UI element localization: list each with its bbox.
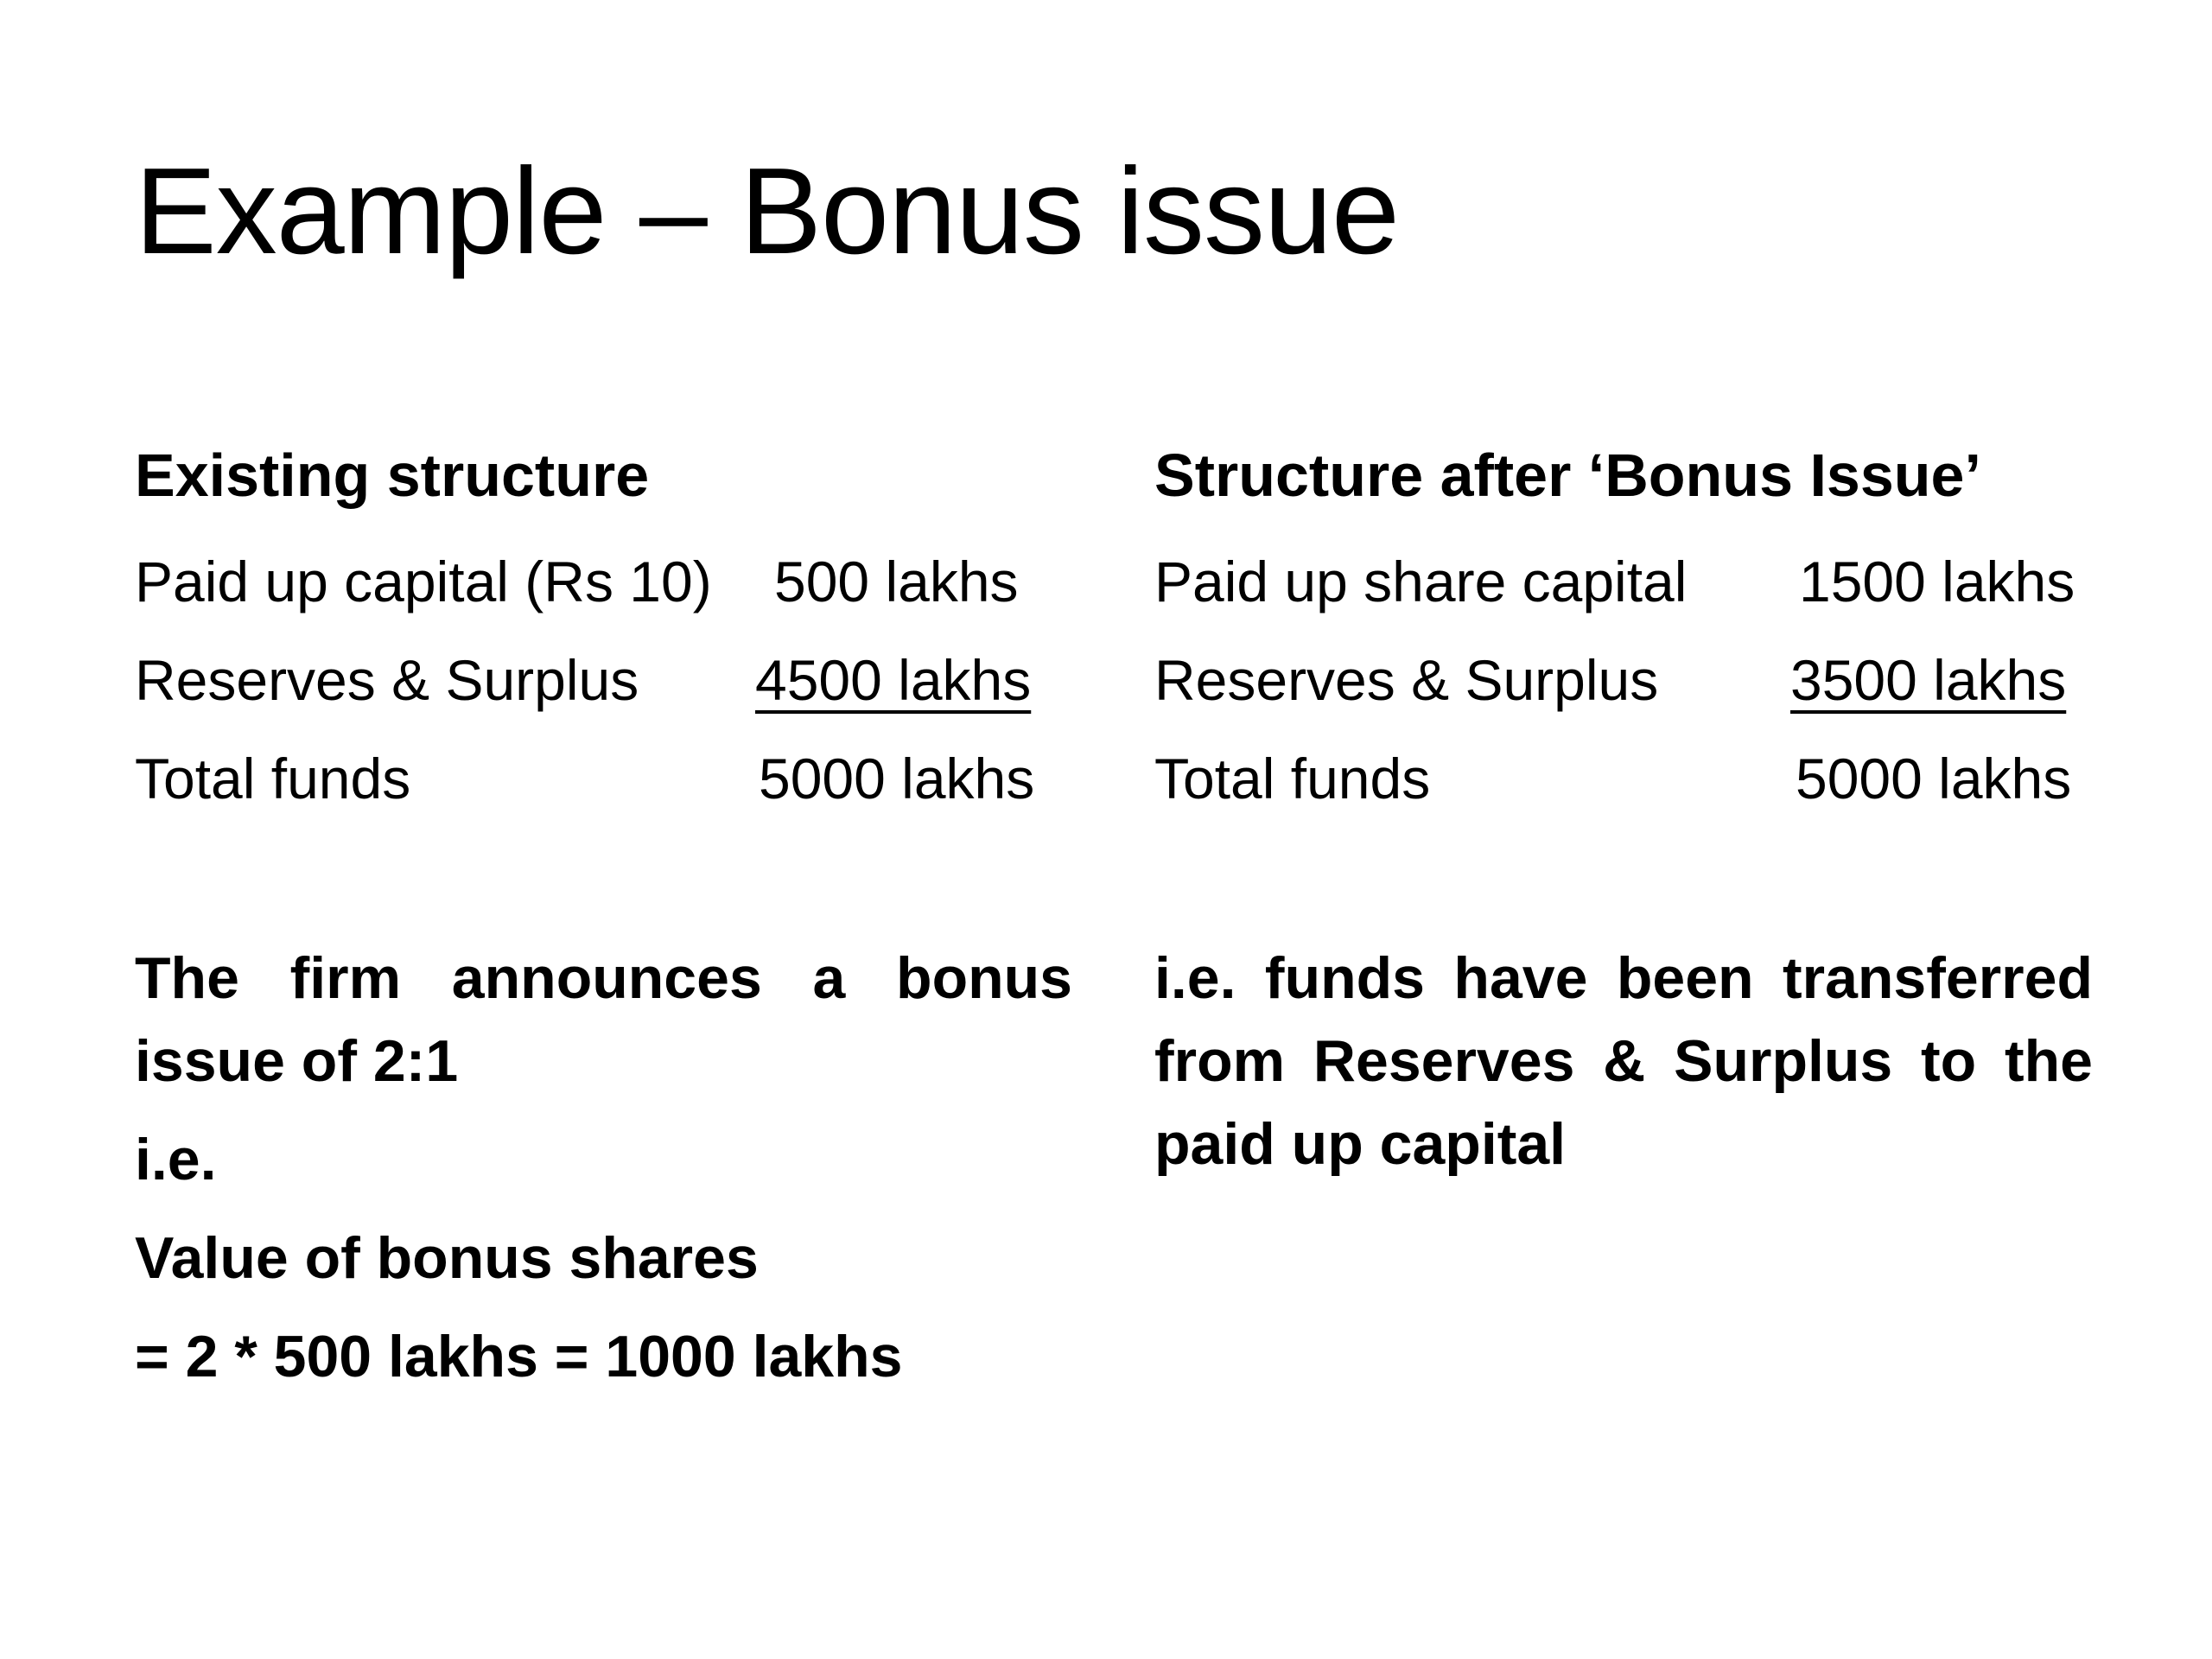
table-row	[135, 631, 1072, 729]
existing-structure-table	[135, 532, 1072, 828]
row-value: 5000 lakhs	[759, 747, 1035, 810]
row-value: 500 lakhs	[774, 550, 1019, 613]
transfer-explanation: i.e. funds have been transferred from Reserves & Surplus to the paid up capital	[1154, 945, 2093, 1177]
row-label: Total funds	[135, 747, 411, 810]
row-label: Paid up capital (Rs 10)	[135, 550, 712, 613]
row-label: Reserves & Surplus	[135, 648, 639, 712]
after-bonus-heading: Structure after ‘Bonus Issue’	[1154, 442, 1981, 509]
existing-structure-section	[135, 432, 1072, 1398]
slide-title: Example – Bonus issue	[135, 143, 1399, 280]
table-row	[1154, 729, 2093, 828]
row-label: Reserves & Surplus	[1154, 648, 1659, 712]
row-value: 1500 lakhs	[1799, 550, 2075, 613]
row-value: 5000 lakhs	[1796, 747, 2072, 810]
existing-structure-heading: Existing structure	[135, 442, 650, 509]
table-row	[1154, 532, 2093, 631]
table-row	[135, 729, 1072, 828]
after-bonus-section	[1154, 432, 2093, 1185]
table-row	[135, 532, 1072, 631]
bonus-value-label: Value of bonus shares	[135, 1225, 759, 1291]
bonus-announcement: The firm announces a bonus issue of 2:1	[135, 945, 1072, 1094]
row-value: 4500 lakhs	[755, 648, 1032, 712]
table-row	[1154, 631, 2093, 729]
row-label: Total funds	[1154, 747, 1431, 810]
bonus-value-calculation: = 2 * 500 lakhs = 1000 lakhs	[135, 1324, 903, 1389]
row-value: 3500 lakhs	[1790, 648, 2067, 712]
ie-label: i.e.	[135, 1127, 217, 1192]
row-label: Paid up share capital	[1154, 550, 1688, 613]
after-bonus-table	[1154, 532, 2093, 828]
